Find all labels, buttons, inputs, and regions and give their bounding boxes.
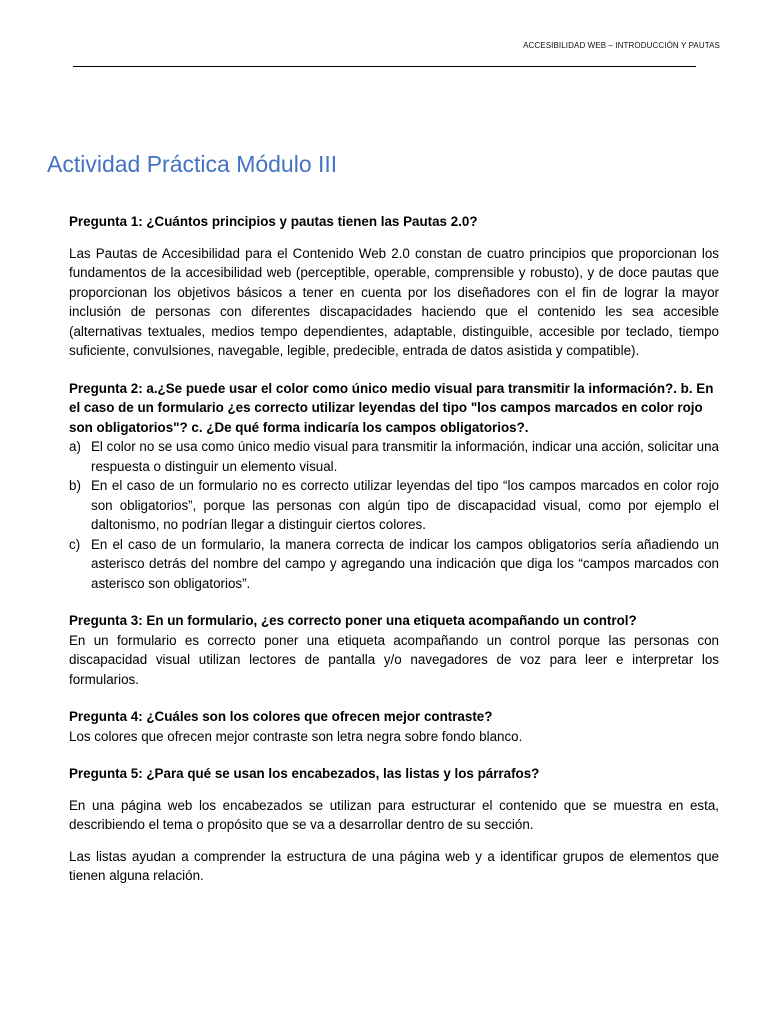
list-item-text: En el caso de un formulario, la manera correcta de indicar los campos obligatorios sería añadiendo un asterisco detrás del nombre del campo y agregando una indicación que diga los “campos marcados con asterisco son obligatorios”. bbox=[91, 536, 719, 591]
answer-1: Las Pautas de Accesibilidad para el Contenido Web 2.0 constan de cuatro principios que proporcionan los fundamentos de la accesibilidad web (perceptible, operable, comprensible y robusto), y de doce pautas que proporcionan los objetivos básicos a tener en cuenta por los diseñadores con el fin de lograr la mayor inclusión de personas con diferentes discapacidades haciendo que el contenido les sea accesible (alternativas textuales, medios tempo dependientes, adaptable, distinguible, accesible por teclado, tiempo suficiente, convulsiones, navegable, legible, predecible, entrada de datos asistida y compatible). bbox=[69, 245, 719, 358]
answer-2-list bbox=[69, 437, 719, 593]
list-item-text: En el caso de un formulario no es correcto utilizar leyendas del tipo “los campos marcados en color rojo son obligatorios”, porque las personas con algún tipo de discapacidad visual, como por ejemplo el daltonismo, no podrían llegar a distinguir ciertos colores. bbox=[91, 478, 719, 532]
list-item bbox=[69, 437, 719, 476]
question-2: Pregunta 2: a.¿Se puede usar el color como único medio visual para transmitir la información?. b. En el caso de un formulario ¿es correcto utilizar leyendas del tipo "los campos marcados en color rojo son obligatorios"? c. ¿De qué forma indicaría los campos obligatorios?. bbox=[69, 380, 714, 435]
header-rule bbox=[73, 66, 696, 67]
running-header: ACCESIBILIDAD WEB – INTRODUCCIÓN Y PAUTAS bbox=[523, 41, 720, 50]
question-3: Pregunta 3: En un formulario, ¿es correcto poner una etiqueta acompañando un control? bbox=[69, 613, 637, 628]
list-marker: c) bbox=[69, 536, 81, 552]
list-item bbox=[69, 535, 719, 594]
document-body bbox=[69, 212, 719, 886]
list-marker: a) bbox=[69, 439, 81, 454]
answer-4: Los colores que ofrecen mejor contraste son letra negra sobre fondo blanco. bbox=[69, 728, 523, 744]
list-marker: b) bbox=[69, 478, 81, 493]
answer-5-lists: Las listas ayudan a comprender la estructura de una página web y a identificar grupos de elementos que tienen alguna relación. bbox=[69, 848, 719, 883]
list-item bbox=[69, 476, 719, 535]
page-title: Actividad Práctica Módulo III bbox=[47, 151, 338, 177]
question-4: Pregunta 4: ¿Cuáles son los colores que ofrecen mejor contraste? bbox=[69, 709, 493, 724]
answer-3: En un formulario es correcto poner una etiqueta acompañando un control porque las personas con discapacidad visual utilizan lectores de pantalla y/o navegadores de voz para leer e interpretar los formularios. bbox=[69, 632, 719, 687]
answer-5-headings: En una página web los encabezados se utilizan para estructurar el contenido que se muestra en esta, describiendo el tema o propósito que se va a desarrollar dentro de su sección. bbox=[69, 797, 719, 832]
question-5: Pregunta 5: ¿Para qué se usan los encabezados, las listas y los párrafos? bbox=[69, 766, 540, 781]
question-1: Pregunta 1: ¿Cuántos principios y pautas tienen las Pautas 2.0? bbox=[69, 214, 478, 229]
list-item-text: El color no se usa como único medio visual para transmitir la información, indicar una acción, solicitar una respuesta o distinguir un elemento visual. bbox=[91, 439, 719, 474]
